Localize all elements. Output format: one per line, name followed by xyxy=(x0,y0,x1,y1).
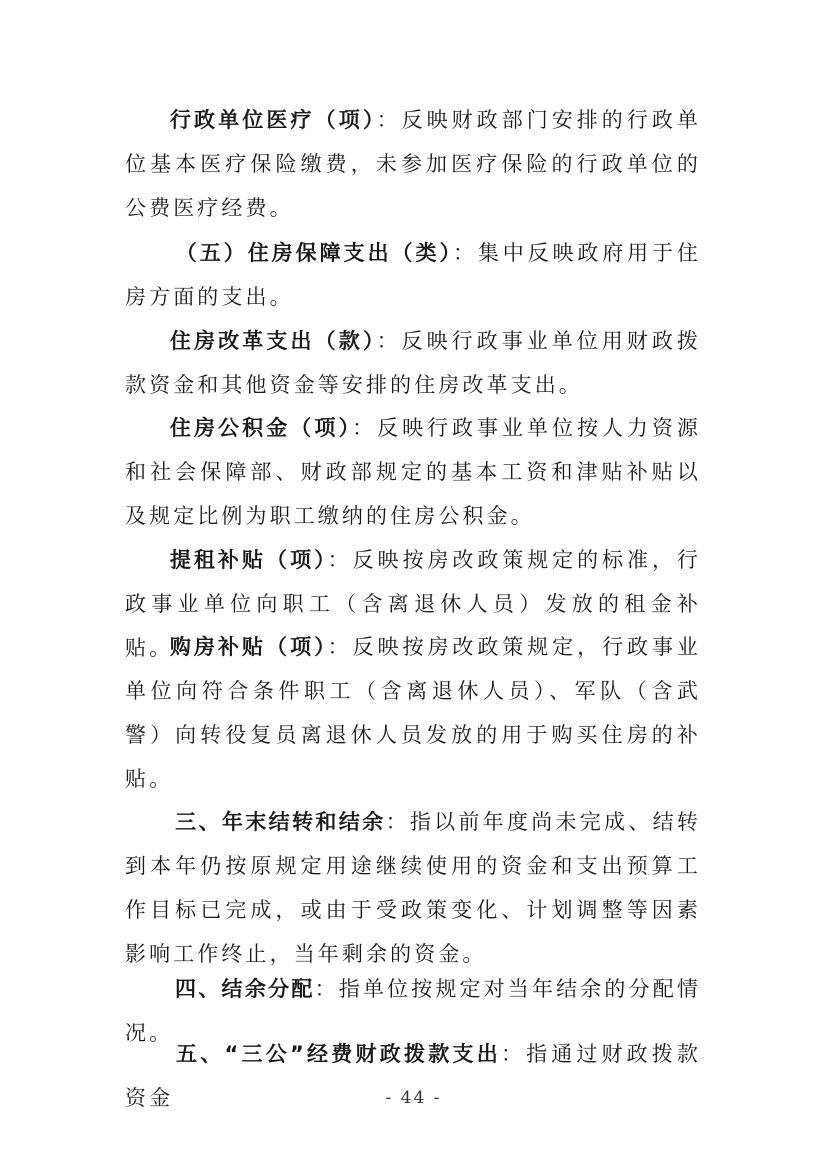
term-separator: ： xyxy=(352,416,378,440)
paragraph-administrative-medical xyxy=(125,98,701,230)
paragraph-text: 反映财政部门安排的行政单位基本医疗保险缴费，未参加医疗保险的行政单位的公费医疗经费。 xyxy=(125,108,701,220)
paragraph-text: 反映行政事业单位用财政拨款资金和其他资金等安排的住房改革支出。 xyxy=(125,329,701,397)
term-separator: ： xyxy=(385,810,410,834)
paragraph-purchase-subsidy xyxy=(125,625,701,801)
term-heading: 住房改革支出（款） xyxy=(169,329,377,353)
paragraph-housing-fund xyxy=(125,406,701,538)
term-heading: 住房公积金（项） xyxy=(169,416,353,440)
term-separator: ： xyxy=(500,1042,527,1066)
term-separator: ： xyxy=(327,548,353,572)
paragraph-year-end-carryover xyxy=(125,800,701,976)
paragraph-text: 反映按房改政策规定，行政事业单位向符合条件职工（含离退休人员）、军队（含武警）向转役复员离退休人员发放的用于购买住房的补贴。 xyxy=(125,635,701,791)
paragraph-text: 集中反映政府用于住房方面的支出。 xyxy=(125,241,701,309)
term-separator: ： xyxy=(314,977,339,1001)
term-heading: 三、年末结转和结余 xyxy=(175,810,386,834)
term-heading: 行政单位医疗（项） xyxy=(169,108,377,132)
paragraph-text: 反映按房改政策规定的标准，行政事业单位向职工（含离退休人员）发放的租金补贴。 xyxy=(125,548,701,660)
term-separator: ： xyxy=(376,108,402,132)
paragraph-text: 反映行政事业单位按人力资源和社会保障部、财政部规定的基本工资和津贴补贴以及规定比例为职工缴纳的住房公积金。 xyxy=(125,416,701,528)
paragraph-housing-reform xyxy=(125,319,701,407)
paragraph-text: 指以前年度尚未完成、结转到本年仍按原规定用途继续使用的资金和支出预算工作目标已完成，或由于受政策变化、计划调整等因素影响工作终止，当年剩余的资金。 xyxy=(125,810,701,966)
paragraph-text: 指单位按规定对当年结余的分配情况。 xyxy=(125,977,701,1045)
term-separator: ： xyxy=(453,241,478,265)
term-heading: 购房补贴（项） xyxy=(169,635,328,659)
page-number: - 44 - xyxy=(385,1088,442,1108)
term-separator: ： xyxy=(376,329,402,353)
term-heading: 五、“三公”经费财政拨款支出 xyxy=(175,1042,501,1066)
term-heading: 提租补贴（项） xyxy=(169,548,328,572)
term-heading: （五）住房保障支出（类） xyxy=(175,241,453,265)
paragraph-text: 指通过财政拨款资金 xyxy=(125,1042,701,1110)
paragraph-housing-security xyxy=(125,231,701,319)
term-heading: 四、结余分配 xyxy=(175,977,315,1001)
term-separator: ： xyxy=(327,635,353,659)
